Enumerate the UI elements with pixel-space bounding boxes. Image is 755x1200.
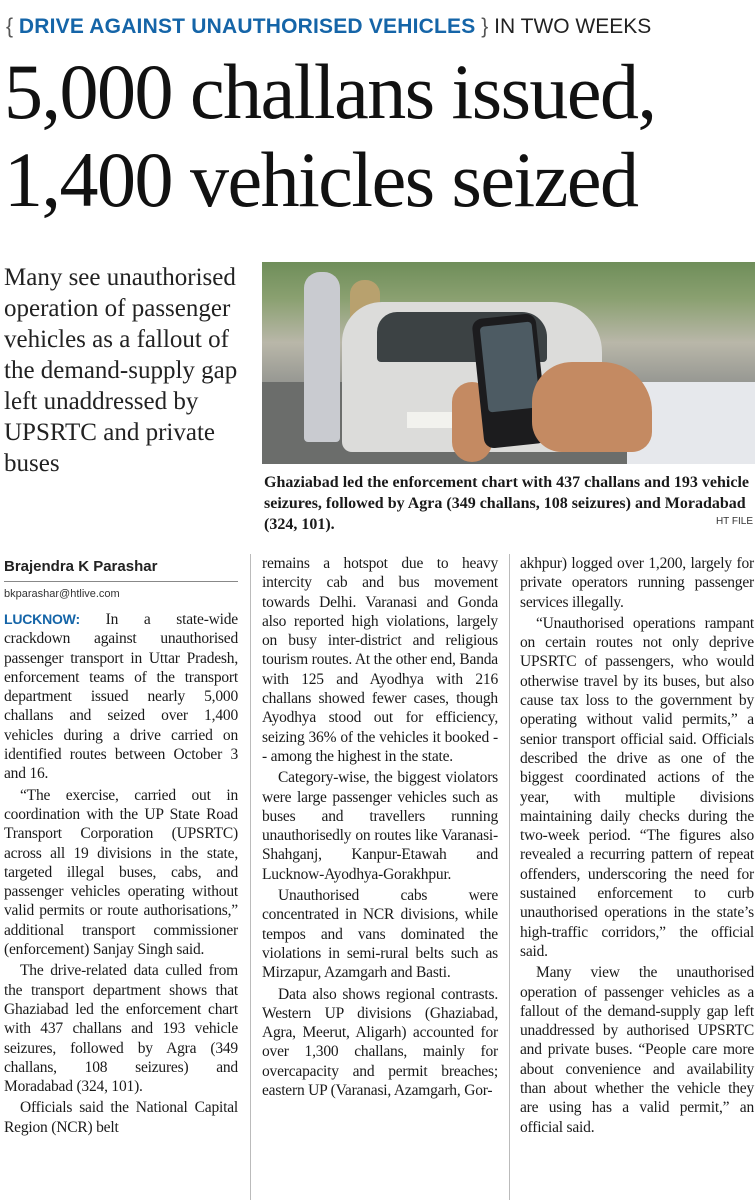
photo-officer bbox=[304, 272, 340, 442]
article-paragraph: Unauthorised cabs were concentrated in NCR divisions, while tempos and vans dominated the violations in semi-rural belts such as Mirzapur, Azamgarh and Basti. bbox=[262, 887, 498, 982]
kicker bbox=[6, 12, 651, 42]
column-divider-1 bbox=[250, 554, 251, 1200]
headline-line-1: 5,000 challans issued, bbox=[4, 48, 656, 135]
article-paragraph: “Unauthorised operations rampant on certain routes not only deprive UPSRTC of passengers, who would otherwise travel by its buses, but also cause tax loss to the government by operating without valid permits,” a senior transport official said. Officials described the drive as one of the biggest coordinated actions of the year, with multiple divisions maintaining daily checks during the two-week period. “The figures also revealed a recurring pattern of repeat offenders, underscoring the need for sustained enforcement to curb unauthorised operations in the state’s high-traffic corridors,” the official said. bbox=[520, 614, 754, 960]
kicker-suffix: IN TWO WEEKS bbox=[494, 15, 652, 38]
article-column-2 bbox=[262, 554, 498, 1102]
deck: Many see unauthorised operation of passenger vehicles as a fallout of the demand-supply gap left unaddressed by UPSRTC and private buses bbox=[4, 264, 238, 477]
article-paragraph: Officials said the National Capital Region (NCR) belt bbox=[4, 1099, 238, 1136]
photo-credit: HT FILE bbox=[715, 516, 753, 527]
kicker-close-brace: } bbox=[481, 15, 489, 38]
article-paragraph: Data also shows regional contrasts. Western UP divisions (Ghaziabad, Agra, Meerut, Aligarh) accounted for over 1,300 challans, mainly for overcapacity and permit breaches; eastern UP (Varanasi, Azamgarh, Gor- bbox=[262, 985, 498, 1100]
article-paragraph: “The exercise, carried out in coordination with the UP State Road Transport Corporation (UPSRTC) across all 19 divisions in the state, targeted illegal buses, cabs, and passenger vehicles operating without valid permits or route authorisations,” additional transport commissioner (enforcement) Sanjay Singh said. bbox=[4, 786, 238, 959]
kicker-open-brace: { bbox=[6, 15, 14, 38]
article-paragraph: remains a hotspot due to heavy intercity cab and bus movement towards Delhi. Varanasi and Gonda also reported high violations, largely on busy inter-district and religious tourism routes. At the other end, Banda with 125 and Ayodhya with 216 challans showed fewer cases, though Ayodhya stood out for efficiency, seizing 36% of the vehicles it booked -- among the highest in the state. bbox=[262, 555, 498, 765]
article-paragraph: akhpur) logged over 1,200, largely for private operators running passenger services illegally. bbox=[520, 555, 754, 611]
article-paragraph bbox=[4, 610, 238, 784]
paragraph-text: In a state-wide crackdown against unauthorised passenger transport in Uttar Pradesh, enforcement teams of the transport department issued nearly 5,000 challans and seized over 1,400 vehicles during a drive carried on identified routes between October 3 and 16. bbox=[4, 611, 238, 783]
byline-email[interactable]: bkparashar@htlive.com bbox=[4, 588, 120, 600]
byline-author: Brajendra K Parashar bbox=[4, 558, 158, 575]
article-column-3 bbox=[520, 554, 754, 1139]
headline-line-2: 1,400 vehicles seized bbox=[4, 136, 638, 223]
article-paragraph: The drive-related data culled from the transport department shows that Ghaziabad led the enforcement chart with 437 challans and 193 vehicle seizures, followed by Agra (349 challans, 108 seizures) and Moradabad (324, 101). bbox=[4, 962, 238, 1096]
dateline: LUCKNOW: bbox=[4, 611, 80, 627]
article-column-1 bbox=[4, 610, 238, 1139]
photo-hand-right bbox=[532, 362, 652, 452]
news-photo bbox=[262, 262, 755, 464]
article-paragraph: Many view the unauthorised operation of passenger vehicles as a fallout of the demand-supply gap left unaddressed by authorised UPSRTC and private buses. “People care more about convenience and availability than about whether the vehicle they are using has a valid permit,” an official said. bbox=[520, 964, 754, 1136]
article-paragraph: Category-wise, the biggest violators were large passenger vehicles such as buses and travellers running unauthorisedly on routes like Varanasi-Shahganj, Kanpur-Etawah and Lucknow-Ayodhya-Gorakhpur. bbox=[262, 769, 498, 883]
photo-caption: Ghaziabad led the enforcement chart with 437 challans and 193 vehicle seizures, followed by Agra (349 challans, 108 seizures) and Moradabad (324, 101). bbox=[264, 474, 750, 533]
column-divider-2 bbox=[509, 554, 510, 1200]
byline-divider bbox=[4, 581, 238, 582]
kicker-label: DRIVE AGAINST UNAUTHORISED VEHICLES bbox=[18, 15, 476, 38]
headline bbox=[4, 48, 752, 224]
